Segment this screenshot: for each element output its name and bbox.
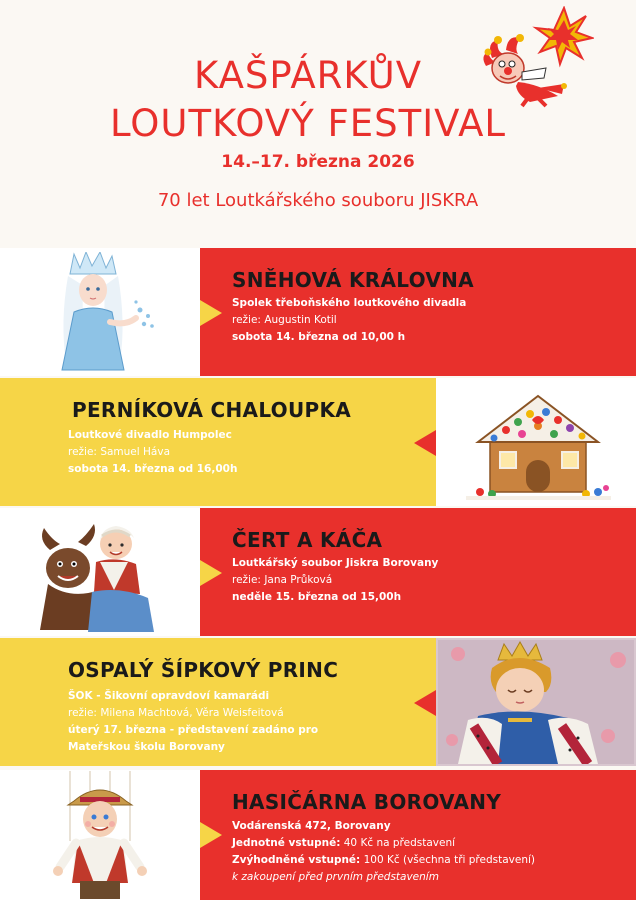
venue-row xyxy=(0,770,636,900)
show-title: SNĚHOVÁ KRÁLOVNA xyxy=(232,268,474,292)
show-title: ČERT A KÁČA xyxy=(232,528,383,552)
festival-title-line1: KAŠPÁRKŮV xyxy=(193,54,423,97)
single-admission-price: 40 Kč na představení xyxy=(343,837,456,849)
venue-address: Vodárenská 472, Borovany xyxy=(232,820,391,832)
festival-header xyxy=(0,0,636,246)
director-label: režie: xyxy=(68,446,97,458)
show-time-line1: úterý 17. března - představení zadáno pro xyxy=(68,724,319,736)
gingerbread-house-illustration-icon xyxy=(456,382,616,502)
director-name: Jana Průková xyxy=(264,574,333,586)
jester-logo-icon xyxy=(478,6,594,108)
festival-subtitle: 70 let Loutkářského souboru JISKRA xyxy=(157,190,479,211)
show-company: ŠOK - Šikovní opravdoví kamarádi xyxy=(68,690,270,702)
show-director xyxy=(232,572,332,589)
director-label: režie: xyxy=(232,574,261,586)
snow-queen-illustration-frame xyxy=(0,248,200,376)
puppet-boy-illustration-icon xyxy=(40,771,160,899)
festival-title-line2: LOUTKOVÝ FESTIVAL xyxy=(109,102,506,145)
show-row-sleeping-prince xyxy=(0,638,636,766)
show-title: OSPALÝ ŠÍPKOVÝ PRINC xyxy=(68,658,339,682)
venue-info-panel xyxy=(200,770,636,900)
discount-admission xyxy=(232,852,535,869)
show-company: Loutkářský soubor Jiskra Borovany xyxy=(232,557,439,569)
director-name: Augustin Kotil xyxy=(264,314,337,326)
show-row-gingerbread-house xyxy=(0,378,636,506)
single-admission xyxy=(232,835,455,852)
show-company: Loutkové divadlo Humpolec xyxy=(68,429,232,441)
devil-and-kaca-illustration-icon xyxy=(30,510,170,634)
show-time: sobota 14. března od 16,00h xyxy=(68,463,238,475)
show-title: PERNÍKOVÁ CHALOUPKA xyxy=(72,398,352,422)
snow-queen-illustration-icon xyxy=(40,252,160,372)
director-name: Samuel Háva xyxy=(100,446,171,458)
snow-queen-info-panel xyxy=(200,248,636,376)
cert-a-kaca-info-panel xyxy=(200,508,636,636)
pointer-arrow-icon xyxy=(200,822,222,848)
show-director xyxy=(68,705,284,722)
show-time: neděle 15. března od 15,00h xyxy=(232,591,402,603)
show-row-snow-queen xyxy=(0,248,636,376)
discount-admission-price: 100 Kč (všechna tři představení) xyxy=(363,854,536,866)
show-row-cert-a-kaca xyxy=(0,508,636,636)
puppet-boy-illustration-frame xyxy=(0,770,200,900)
sleeping-prince-illustration-icon xyxy=(438,640,634,764)
festival-dates: 14.–17. března 2026 xyxy=(221,152,415,172)
gingerbread-house-illustration-frame xyxy=(436,378,636,506)
discount-admission-label: Zvýhodněné vstupné: xyxy=(232,854,361,866)
show-director xyxy=(232,312,337,329)
pointer-arrow-icon xyxy=(414,690,436,716)
pointer-arrow-icon xyxy=(414,430,436,456)
show-director xyxy=(68,444,170,461)
director-label: režie: xyxy=(68,707,97,719)
sleeping-prince-illustration-frame xyxy=(436,638,636,766)
director-label: režie: xyxy=(232,314,261,326)
venue-title: HASIČÁRNA BOROVANY xyxy=(232,790,502,814)
single-admission-label: Jednotné vstupné: xyxy=(232,837,341,849)
ticket-note: k zakoupení před prvním představením xyxy=(232,871,439,883)
director-name: Milena Machtová, Věra Weisfeitová xyxy=(100,707,284,719)
show-company: Spolek třeboňského loutkového divadla xyxy=(232,297,467,309)
gingerbread-info-panel xyxy=(0,378,436,506)
pointer-arrow-icon xyxy=(200,560,222,586)
show-time-line2: Mateřskou školu Borovany xyxy=(68,741,225,753)
sleeping-prince-info-panel xyxy=(0,638,436,766)
show-time: sobota 14. března od 10,00 h xyxy=(232,331,406,343)
pointer-arrow-icon xyxy=(200,300,222,326)
devil-and-kaca-illustration-frame xyxy=(0,508,200,636)
